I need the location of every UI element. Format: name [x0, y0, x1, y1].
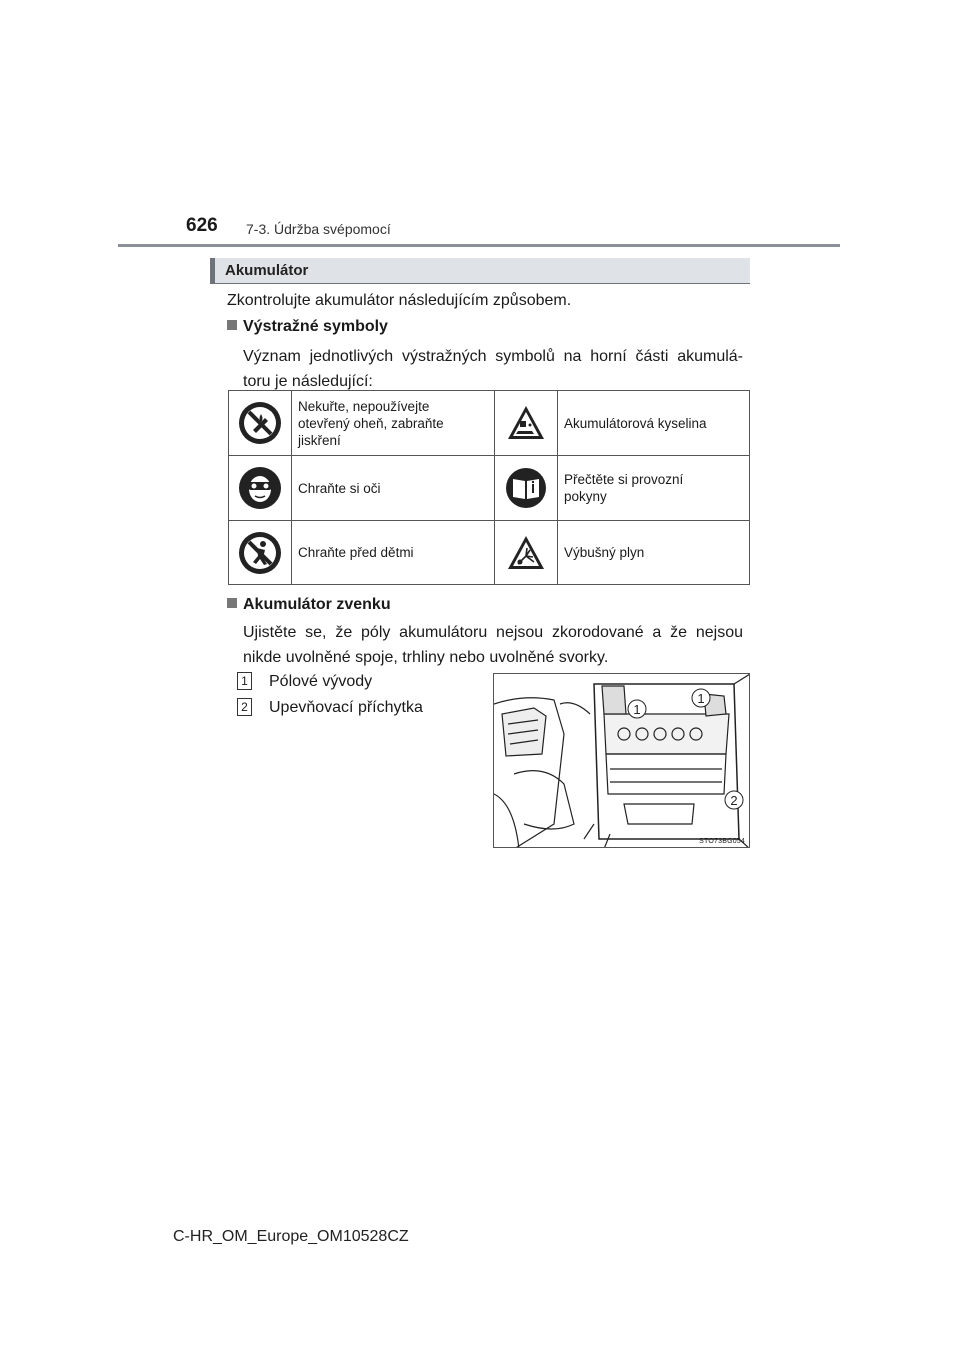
- symbol-icon-cell: [495, 521, 558, 585]
- warning-symbols-paragraph-line: toru je následující:: [243, 373, 373, 390]
- symbol-label-cell: [558, 521, 750, 585]
- symbol-label-cell: [558, 391, 750, 456]
- symbol-label-line: Chraňte před dětmi: [298, 545, 414, 560]
- explosive-gas-icon: [506, 533, 546, 573]
- callout-label: Pólové vývody: [269, 673, 373, 690]
- warning-symbols-paragraph-line: Význam jednotlivých výstražných symbolů na horní části akumulá-: [243, 348, 743, 365]
- header-rule: [118, 244, 840, 247]
- section-bar: [210, 258, 750, 284]
- warning-symbols-paragraph: [243, 344, 743, 394]
- symbol-label-cell: [292, 391, 495, 456]
- footer-doc-id: C-HR_OM_Europe_OM10528CZ: [173, 1228, 409, 1245]
- symbol-label-cell: [292, 456, 495, 521]
- callout-label: Upevňovací příchytka: [269, 699, 423, 716]
- symbol-icon-cell: [229, 456, 292, 521]
- figure-label: 1: [633, 702, 641, 717]
- symbol-label-cell: [292, 521, 495, 585]
- battery-illustration: [494, 674, 750, 848]
- symbol-icon-cell: [495, 456, 558, 521]
- figure-label: 2: [730, 793, 738, 808]
- symbol-icon-cell: [495, 391, 558, 456]
- warning-symbols-table: [228, 390, 750, 585]
- symbol-icon-cell: [229, 521, 292, 585]
- callout-item: [237, 672, 372, 691]
- callout-number: 2: [237, 698, 252, 716]
- exterior-paragraph-line: nikde uvolněné spoje, trhliny nebo uvolněné svorky.: [243, 649, 609, 666]
- symbol-icon-cell: [229, 391, 292, 456]
- symbol-label-line: pokyny: [564, 489, 607, 504]
- exterior-heading: [227, 596, 391, 614]
- chapter-title: 7-3. Údržba svépomocí: [246, 221, 391, 237]
- eye-protection-icon: [237, 465, 283, 511]
- callout-item: [237, 698, 423, 717]
- page-number: 626: [186, 215, 218, 236]
- symbol-label-line: Akumulátorová kyselina: [564, 415, 707, 431]
- read-manual-icon: [505, 467, 547, 509]
- symbol-label-line: Chraňte si oči: [298, 480, 381, 496]
- symbol-label-line: otevřený oheň, zabraňte: [298, 415, 444, 431]
- warning-symbols-heading-text: Výstražné symboly: [243, 318, 388, 335]
- bullet-square-icon: [227, 598, 237, 608]
- table-row: [229, 521, 750, 585]
- callout-number: 1: [237, 672, 252, 690]
- symbol-label-line: Přečtěte si provozní: [564, 472, 684, 487]
- symbol-label-line: jiskření: [298, 432, 341, 448]
- exterior-paragraph-line: Ujistěte se, že póly akumulátoru nejsou zkorodované a že nejsou: [243, 624, 743, 641]
- no-fire-icon: [237, 400, 283, 446]
- figure-code: STO73BG054: [699, 838, 745, 845]
- exterior-paragraph: [243, 620, 743, 670]
- warning-symbols-heading: [227, 318, 388, 336]
- keep-away-children-icon: [237, 530, 283, 576]
- symbol-label-cell: [558, 456, 750, 521]
- figure-label: 1: [697, 691, 705, 706]
- symbol-label-line: Nekuřte, nepoužívejte: [298, 398, 430, 414]
- bullet-square-icon: [227, 320, 237, 330]
- acid-warning-icon: [506, 403, 546, 443]
- table-row: [229, 456, 750, 521]
- intro-text: Zkontrolujte akumulátor následujícím způsobem.: [227, 292, 572, 309]
- exterior-heading-text: Akumulátor zvenku: [243, 596, 391, 613]
- symbol-label-line: Výbušný plyn: [564, 545, 645, 560]
- section-title: Akumulátor: [225, 262, 309, 279]
- battery-figure: [493, 673, 750, 848]
- table-row: [229, 391, 750, 456]
